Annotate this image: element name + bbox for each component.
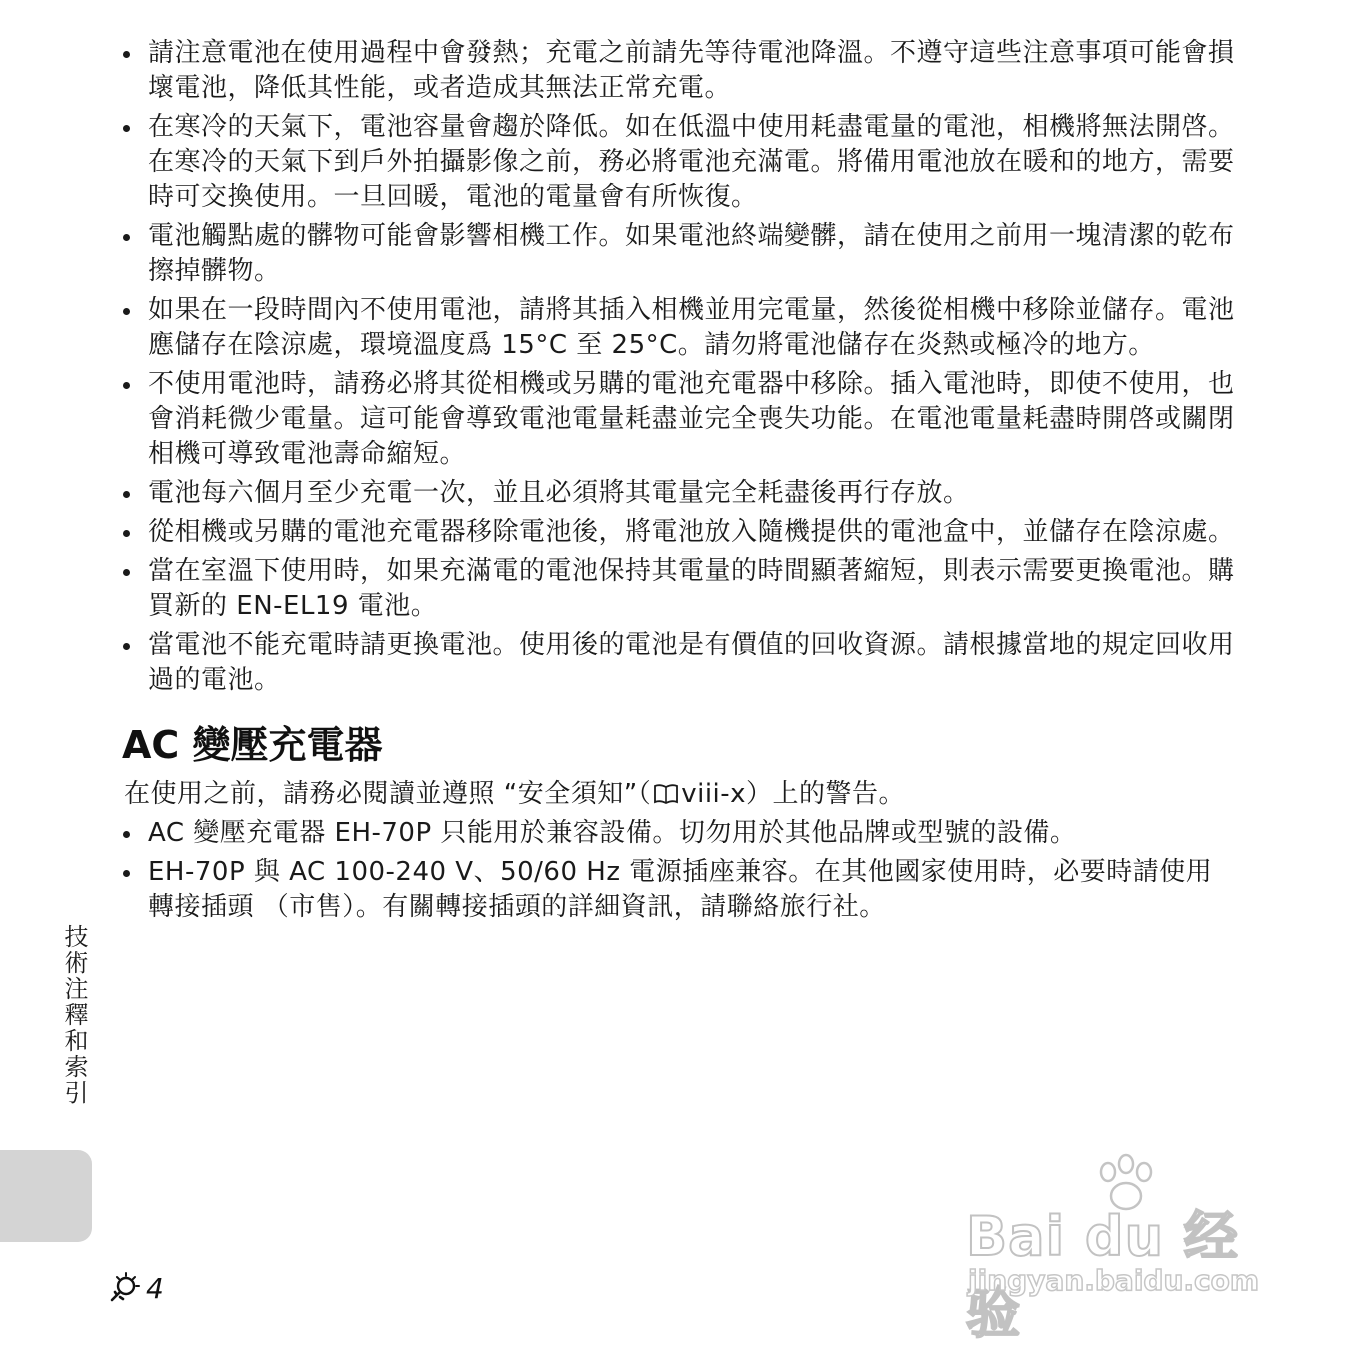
bullet-dot xyxy=(123,51,130,58)
bullet-dot xyxy=(123,491,130,498)
list-item xyxy=(118,293,1238,363)
list-item-text: AC 變壓充電器 EH-70P 只能用於兼容設備。切勿用於其他品牌或型號的設備。 xyxy=(148,818,1077,848)
page-number-value: 4 xyxy=(146,1271,164,1305)
list-item xyxy=(118,476,1238,511)
technical-notes-icon xyxy=(104,1268,144,1308)
list-item-text: 電池每六個月至少充電一次，並且必須將其電量完全耗盡後再行存放。 xyxy=(148,478,970,508)
page-number xyxy=(104,1268,164,1308)
list-item xyxy=(118,515,1238,550)
list-item-text: 在寒冷的天氣下，電池容量會趨於降低。如在低溫中使用耗盡電量的電池，相機將無法開啓。在寒冷的天氣下到戶外拍攝影像之前，務必將電池充滿電。將備用電池放在暖和的地方，需要時可交換使用。一旦回暖，電池的電量會有所恢復。 xyxy=(148,112,1235,212)
watermark-brand: Bai du 经验 xyxy=(966,1205,1239,1345)
watermark-url: jingyan.baidu.com xyxy=(968,1264,1260,1297)
bullet-dot xyxy=(123,530,130,537)
bullet-dot xyxy=(123,125,130,132)
intro-text-after: ）上的警告。 xyxy=(746,779,906,809)
bullet-dot xyxy=(123,870,130,877)
bullet-dot xyxy=(123,831,130,838)
page-content xyxy=(118,36,1238,929)
baidu-watermark xyxy=(962,1152,1282,1345)
list-item xyxy=(118,367,1238,472)
side-section-label: 技術注釋和索引 xyxy=(60,924,88,1106)
side-tab-marker xyxy=(0,1150,92,1242)
section-intro xyxy=(124,776,1238,812)
list-item xyxy=(118,628,1238,698)
list-item xyxy=(118,816,1238,851)
bullet-dot xyxy=(123,382,130,389)
list-item-text: EH-70P 與 AC 100-240 V、50/60 Hz 電源插座兼容。在其他國家使用時，必要時請使用轉接插頭 （市售）。有關轉接插頭的詳細資訊，請聯絡旅行社。 xyxy=(148,857,1213,922)
bullet-dot xyxy=(123,234,130,241)
battery-precautions-list xyxy=(118,36,1238,698)
book-icon xyxy=(653,776,679,812)
list-item-text: 如果在一段時間內不使用電池，請將其插入相機並用完電量，然後從相機中移除並儲存。電池應儲存在陰涼處，環境溫度爲 15°C 至 25°C。請勿將電池儲存在炎熱或極冷的地方。 xyxy=(148,295,1235,360)
intro-text-before: 在使用之前，請務必閱讀並遵照 “安全須知”（ xyxy=(124,779,652,809)
charger-notes-list xyxy=(118,816,1238,925)
list-item-text: 當電池不能充電時請更換電池。使用後的電池是有價值的回收資源。請根據當地的規定回收用過的電池。 xyxy=(148,630,1235,695)
section-title: AC 變壓充電器 xyxy=(122,723,383,767)
list-item xyxy=(118,219,1238,289)
list-item xyxy=(118,855,1238,925)
list-item xyxy=(118,554,1238,624)
list-item-text: 當在室溫下使用時，如果充滿電的電池保持其電量的時間顯著縮短，則表示需要更換電池。購買新的 EN-EL19 電池。 xyxy=(148,556,1235,621)
bullet-dot xyxy=(123,643,130,650)
list-item-text: 電池觸點處的髒物可能會影響相機工作。如果電池終端變髒，請在使用之前用一塊清潔的乾布擦掉髒物。 xyxy=(148,221,1235,286)
bullet-dot xyxy=(123,569,130,576)
list-item-text: 請注意電池在使用過程中會發熱；充電之前請先等待電池降溫。不遵守這些注意事項可能會損壞電池，降低其性能，或者造成其無法正常充電。 xyxy=(148,38,1235,103)
list-item xyxy=(118,36,1238,106)
list-item-text: 不使用電池時，請務必將其從相機或另購的電池充電器中移除。插入電池時，即使不使用，也會消耗微少電量。這可能會導致電池電量耗盡並完全喪失功能。在電池電量耗盡時開啓或關閉相機可導致電池壽命縮短。 xyxy=(148,369,1235,469)
intro-page-reference: viii-x xyxy=(681,779,747,809)
bullet-dot xyxy=(123,308,130,315)
list-item xyxy=(118,110,1238,215)
list-item-text: 從相機或另購的電池充電器移除電池後，將電池放入隨機提供的電池盒中，並儲存在陰涼處。 xyxy=(148,517,1235,547)
